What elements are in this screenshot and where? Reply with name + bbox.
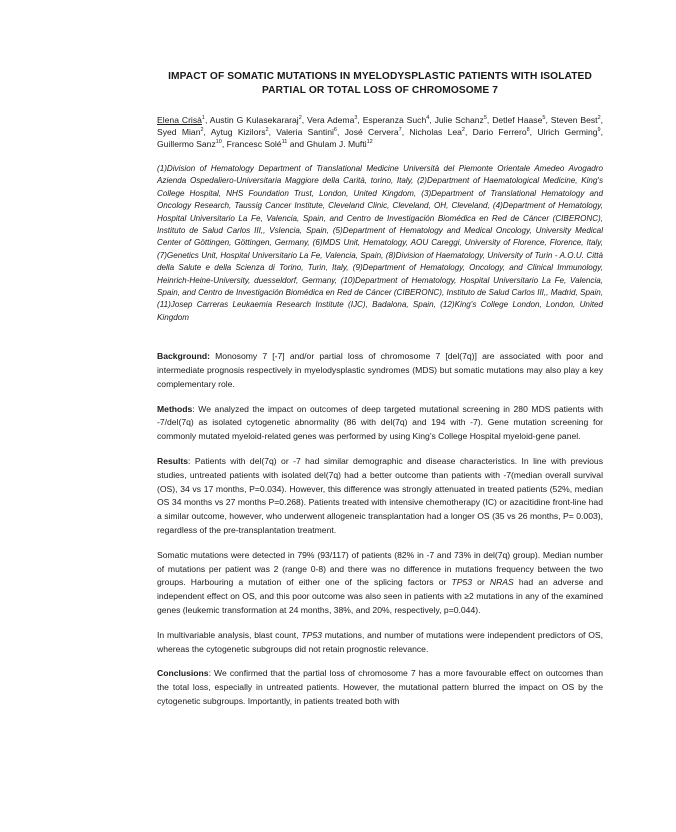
author-affiliation-number: 2 — [461, 127, 465, 134]
author-name: Syed Mian — [157, 127, 201, 137]
author-affiliation-number: 1 — [201, 115, 205, 122]
author-affiliation-number: 11 — [281, 139, 288, 146]
somatic-mutations-paragraph — [157, 549, 603, 618]
multivariable-text-2: mutations, and number of mutations were independent predictors of OS, whereas the cytogenetic subgroups did not retain prognostic relevance. — [157, 629, 603, 654]
methods-text: : We analyzed the impact on outcomes of deep targeted mutational screening in 280 MDS patients with -7/del(7q) as isolated cytogenetic abnormality (86 with del(7q) and 194 with -7). Gene mutation screening for commonly mutated myeloid-related genes was performed by using King’s College Hospital myeloid-gene panel. — [157, 403, 603, 442]
background-heading: Background: — [157, 351, 210, 362]
author-list: Elena Crisà$^1$, Austin G Kulasekararaj$^2$, Vera Adema$^3$, Esperanza Such$^4$, Julie Schanz$^5$, Detlef Haase$^5$, Steven Best$^2$, Syed Mian$^2$, Aytug Kizilors$^2$, Valeria Santini$^6$, José Cervera$^7$, Nicholas Lea$^2$, Dario Ferrero$^8$, Ulrich Germing$^9$, Guillermo Sanz$^{10}$, Francesc Solé$^{11}$ and Ghulam J. Mufti$^{12}$ — [157, 115, 604, 149]
abstract-page — [157, 70, 603, 720]
author-name: Guillermo Sanz — [157, 139, 216, 149]
author-joiner: and — [287, 139, 307, 149]
conclusions-heading: Conclusions — [157, 668, 209, 679]
author-affiliation-number: 9 — [597, 127, 601, 134]
affiliations: (1)Division of Hematology Department of Translational Medicine Università del Piemonte Orientale Amedeo Avogadro Azienda Ospedaliero-Universitaria Maggiore della Carità, torino, Italy, (2)Department of Haematological Medicine, King's College Hospital, NHS Foundation Trust, London, United Kingdom, (3)Department of Translational Hematology and Oncology Research, Taussig Cancer Institute, Cleveland Clinic, Cleveland, OH, Cleveland, (4)Department of Hematology, Hospital Universitario La Fe, Valencia, Spain, and Centro de Investigación Biomédica en Red de Cáncer (CIBERONC), Instituto de Salud Carlos III,, Vslencia, Spain, (5)Department of Hematology and Medical Oncology, University Medical Center of Göttingen, Göttingen, Germany, (6)MDS Unit, Hematology, AOU Careggi, University of Florence, Florence, Italy, (7)Genetics Unit, Hospital Universitario La Fe, Valencia, Spain, (8)Division of Haematology, University of Turin - A.O.U. Città della Salute e della Scienza di Torino, Turin, Italy, (9)Department of Hematology, Oncology, and Clinical Immunology, Heinrich-Heine-University, duesseldorf, Germany, (10)Department of Hematology, Hospital Universitario La Fe, Valencia, Spain, and Centro de Investigación Biomédica en Red de Cáncer (CIBERONC), Instituto de Salud Carlos III,, Madrid, Spain, (11)Josep Carreras Leukaemia Research Institute (IJC), Badalona, Spain, (12)King's College London, London, United Kingdom — [157, 164, 603, 322]
results-text: : Patients with del(7q) or -7 had similar demographic and disease characteristics. In line with previous studies, untreated patients with isolated del(7q) had a better outcome than patients with -7(median overall survival (OS), 34 vs 17 months, P=0.034). However, this difference was strongly attenuated in treated patients (52%, median OS 34 months vs 27 months P=0.268). Patients treated with intensive chemotherapy (IC) or azacitidine front-line had a similar outcome, however, who underwent allogeneic transplantation had a longer OS (35 vs 26 months, P= 0.003), regardless of the pre-transplantation treatment. — [157, 456, 603, 536]
author-name: Austin G Kulasekararaj — [209, 115, 299, 125]
results-paragraph — [157, 455, 603, 538]
multivariable-text-1: In multivariable analysis, blast count, — [157, 629, 302, 640]
conclusions-text: : We confirmed that the partial loss of chromosome 7 has a more favourable effect on outcomes than the total loss, especially in untreated patients. However, the mutational pattern blurred the impact on OS by the cytogenetic subgroups. Importantly, in patients treated both with — [157, 668, 603, 707]
author-affiliation-number: 5 — [483, 115, 487, 122]
gene-name: NRAS — [489, 577, 514, 588]
author-affiliation-number: 5 — [542, 115, 546, 122]
background-text: Monosomy 7 [-7] and/or partial loss of chromosome 7 [del(7q)] are associated with poor and intermediate prognosis respectively in myelodysplastic syndromes (MDS) but somatic mutations may also play a key complementary role. — [157, 351, 603, 389]
results-heading: Results — [157, 456, 189, 467]
author-name: José Cervera — [344, 127, 399, 137]
author-name: Detlef Haase — [492, 115, 543, 125]
author-name: Dario Ferrero — [472, 127, 527, 137]
methods-paragraph — [157, 403, 603, 444]
author-affiliation-number: 12 — [366, 139, 373, 146]
gene-name: TP53 — [301, 629, 322, 640]
somatic-text-2: or — [472, 577, 490, 588]
author-name: Ulrich Germing — [537, 127, 598, 137]
author-name: Elena Crisà — [157, 115, 202, 125]
author-name: Vera Adema — [307, 115, 355, 125]
title-line-1: IMPACT OF SOMATIC MUTATIONS IN MYELODYSPLASTIC PATIENTS WITH ISOLATED — [168, 71, 592, 82]
author-name: Ghulam J. Mufti — [306, 139, 367, 149]
author-name: Valeria Santini — [276, 127, 334, 137]
somatic-text-3: had an adverse and independent effect on OS, and this poor outcome was also seen in patients with ≥2 mutations in any of the examined genes (leukemic transformation at 24 months, 38%, and 20%, respectively, p=0.044). — [157, 577, 604, 616]
title-line-2: PARTIAL OR TOTAL LOSS OF CHROMOSOME 7 — [262, 85, 498, 96]
author-affiliation-number: 8 — [526, 127, 530, 134]
background-paragraph — [157, 350, 603, 391]
author-name: Nicholas Lea — [409, 127, 462, 137]
gene-name: TP53 — [451, 577, 472, 588]
conclusions-paragraph — [157, 667, 603, 708]
author-affiliation-number: 2 — [298, 115, 302, 122]
methods-heading: Methods — [157, 403, 193, 414]
author-name: Steven Best — [550, 115, 598, 125]
author-affiliation-number: 2 — [265, 127, 269, 134]
author-name: Julie Schanz — [434, 115, 484, 125]
author-affiliation-number: 10 — [215, 139, 222, 146]
multivariable-paragraph — [157, 629, 603, 657]
author-affiliation-number: 3 — [354, 115, 358, 122]
author-name: Esperanza Such — [362, 115, 427, 125]
author-affiliation-number: 2 — [200, 127, 204, 134]
somatic-text-1: Somatic mutations were detected in 79% (93/117) of patients (82% in -7 and 73% in del(7q) group). Median number of mutations per patient was 2 (range 0-8) and there was no difference in mutations frequency between the two groups. Harbouring a mutation of either one of the splicing factors or — [157, 549, 603, 588]
author-name: Aytug Kizilors — [210, 127, 266, 137]
author-affiliation-number: 6 — [333, 127, 337, 134]
author-affiliation-number: 7 — [398, 127, 402, 134]
author-affiliation-number: 2 — [597, 115, 601, 122]
author-affiliation-number: 4 — [426, 115, 430, 122]
author-name: Francesc Solé — [226, 139, 282, 149]
abstract-title — [157, 70, 603, 98]
